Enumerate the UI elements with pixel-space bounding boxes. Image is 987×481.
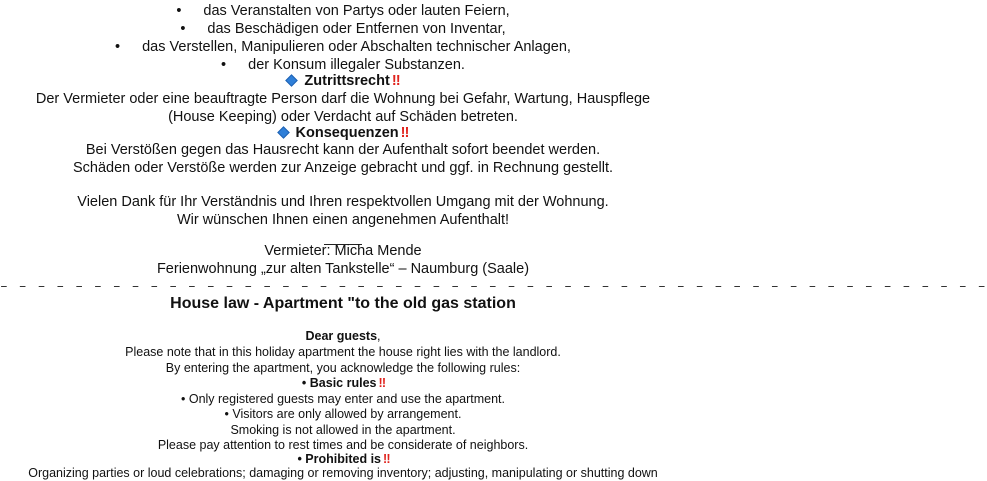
double-exclamation-icon: ‼ xyxy=(383,452,389,466)
prohibited-cut-line: Organizing parties or loud celebrations; damaging or removing inventory; adjusting, manipulating or shutting down xyxy=(28,466,658,480)
rule-2: • Visitors are only allowed by arrangement. xyxy=(224,407,462,421)
basic-rules-heading xyxy=(0,376,686,391)
bullet-glyph: • xyxy=(221,57,227,73)
german-bullet-3 xyxy=(0,38,686,56)
consequences-line-1: Bei Verstößen gegen das Hausrecht kann der Aufenthalt sofort beendet werden. xyxy=(85,142,601,158)
double-exclamation-icon: ‼ xyxy=(400,125,408,141)
blue-diamond-icon xyxy=(277,126,290,139)
double-exclamation-icon: ‼ xyxy=(378,376,385,390)
access-line-1: Der Vermieter oder eine beauftragte Person darf die Wohnung bei Gefahr, Wartung, Hauspflege xyxy=(35,91,651,107)
rule-3: Smoking is not allowed in the apartment. xyxy=(230,423,456,437)
prohibited-text: Prohibited is xyxy=(305,452,381,466)
access-heading xyxy=(0,72,686,90)
bullet-glyph: • xyxy=(180,21,186,37)
thanks-line-1: Vielen Dank für Ihr Verständnis und Ihren respektvollen Umgang mit der Wohnung. xyxy=(77,194,609,210)
dashed-separator: – – – – – – – – – – – – – – – – – – – – – – – – – – – – – – – – – – – – – – – – – – – – – – – – – – – – – xyxy=(0,279,987,294)
greeting xyxy=(0,329,686,344)
prohibited-heading xyxy=(0,452,686,467)
landlord-name: Vermieter: Micha Mende xyxy=(264,243,422,259)
german-bullet-text: das Veranstalten von Partys oder lauten Feiern, xyxy=(203,3,510,19)
bullet-glyph: • xyxy=(115,39,121,55)
greeting-rest: , xyxy=(377,329,381,343)
consequences-heading xyxy=(0,124,686,142)
bullet-glyph: • xyxy=(176,3,182,19)
german-bullet-2 xyxy=(0,20,686,38)
german-bullet-text: das Beschädigen oder Entfernen von Inventar, xyxy=(207,21,506,37)
consequences-line-2: Schäden oder Verstöße werden zur Anzeige gebracht und ggf. in Rechnung gestellt. xyxy=(72,160,614,176)
basic-rules-text: Basic rules xyxy=(309,376,377,390)
basic-rules-prefix: • xyxy=(301,376,310,390)
german-bullet-1 xyxy=(0,2,686,20)
rule-1: • Only registered guests may enter and use the apartment. xyxy=(181,392,505,406)
property-name: Ferienwohnung „zur alten Tankstelle“ – Naumburg (Saale) xyxy=(156,261,530,277)
english-line-1: Please note that in this holiday apartment the house right lies with the landlord. xyxy=(125,345,561,359)
consequences-heading-text: Konsequenzen xyxy=(295,125,399,141)
english-line-2: By entering the apartment, you acknowledge the following rules: xyxy=(165,361,521,375)
access-line-2: (House Keeping) oder Verdacht auf Schäden betreten. xyxy=(168,109,518,125)
english-title: House law - Apartment "to the old gas station xyxy=(170,295,516,312)
access-heading-text: Zutrittsrecht xyxy=(304,73,390,89)
greeting-bold: Dear guests xyxy=(305,329,378,343)
double-exclamation-icon: ‼ xyxy=(391,73,399,89)
german-bullet-text: das Verstellen, Manipulieren oder Abschalten technischer Anlagen, xyxy=(142,39,571,55)
rule-4: Please pay attention to rest times and be considerate of neighbors. xyxy=(157,438,529,452)
blue-diamond-icon xyxy=(286,74,299,87)
prohibited-prefix: • xyxy=(297,452,306,466)
thanks-line-2: Wir wünschen Ihnen einen angenehmen Aufenthalt! xyxy=(176,212,510,228)
german-bullet-text: der Konsum illegaler Substanzen. xyxy=(248,57,465,73)
